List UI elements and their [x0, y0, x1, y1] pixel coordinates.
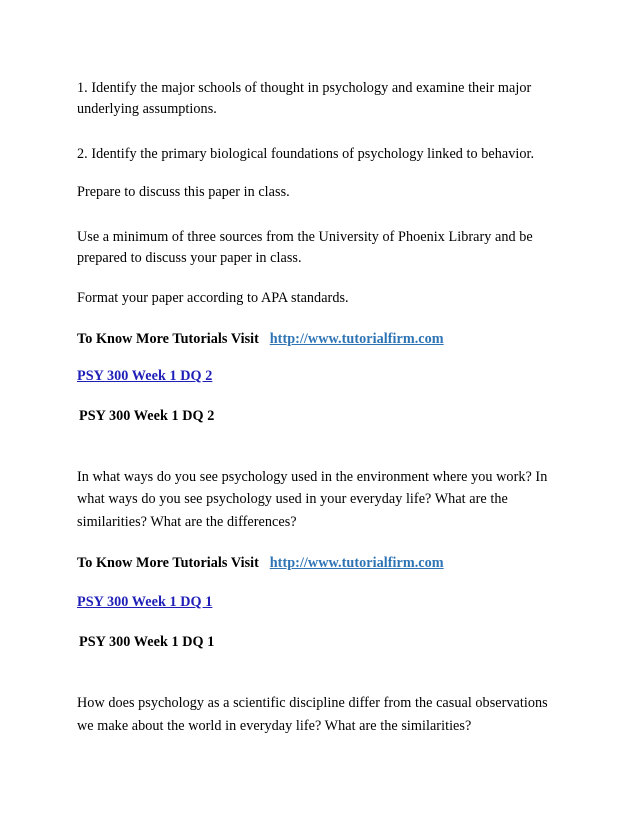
dq2-link-line — [77, 366, 212, 386]
promo-url-link-2[interactable]: http://www.tutorialfirm.com — [269, 555, 444, 571]
sources-line1: Use a minimum of three sources from the University of Phoenix Library and be — [77, 229, 533, 245]
item1-line1: 1. Identify the major schools of thought in psychology and examine their major — [77, 80, 532, 96]
prepare-text: Prepare to discuss this paper in class. — [77, 184, 290, 200]
dq1-link-line — [77, 592, 212, 612]
dq2-heading: PSY 300 Week 1 DQ 2 — [79, 408, 215, 424]
dq2-body-line3: similarities? What are the differences? — [77, 514, 297, 530]
sources-line2: prepared to discuss your paper in class. — [77, 250, 302, 266]
promo-line-2 — [77, 553, 444, 573]
dq1-body-line2: we make about the world in everyday life? What are the similarities? — [77, 718, 472, 734]
promo-url-link[interactable]: http://www.tutorialfirm.com — [269, 331, 444, 347]
dq1-link[interactable]: PSY 300 Week 1 DQ 1 — [77, 594, 213, 610]
item1-line2: underlying assumptions. — [77, 101, 217, 117]
dq2-link[interactable]: PSY 300 Week 1 DQ 2 — [77, 368, 213, 384]
item2-text: 2. Identify the primary biological foundations of psychology linked to behavior. — [77, 146, 535, 162]
format-text: Format your paper according to APA standards. — [77, 290, 349, 306]
promo-label: To Know More Tutorials Visit — [77, 331, 259, 347]
dq1-body-line1: How does psychology as a scientific discipline differ from the casual observations — [77, 695, 548, 711]
dq2-body-line1: In what ways do you see psychology used in the environment where you work? In — [77, 469, 548, 485]
promo-label-2: To Know More Tutorials Visit — [77, 555, 259, 571]
dq1-heading: PSY 300 Week 1 DQ 1 — [79, 634, 215, 650]
promo-line-1 — [77, 329, 444, 349]
dq2-body-line2: what ways do you see psychology used in your everyday life? What are the — [77, 491, 508, 507]
